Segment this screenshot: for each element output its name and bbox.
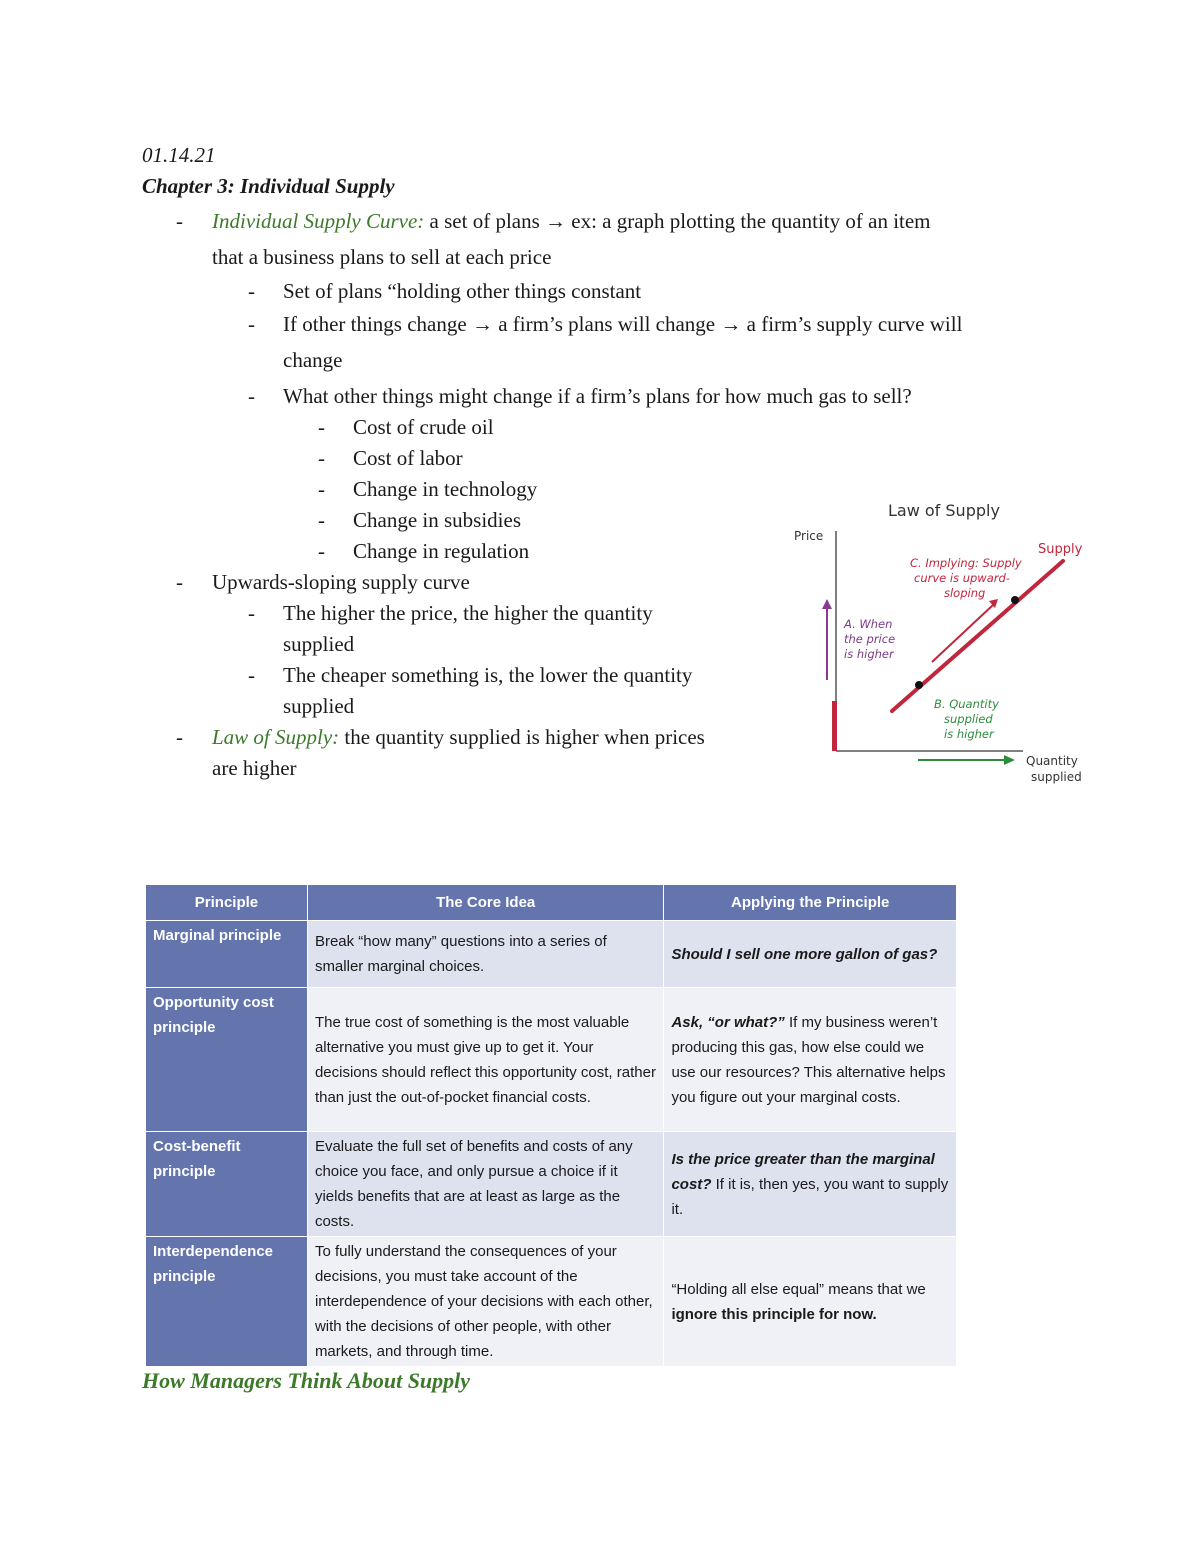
label-a-line2: the price <box>844 632 896 646</box>
core-idea: Evaluate the full set of benefits and costs of any choice you face, and only pursue a choice if it yields benefits that are at least as large as the costs. <box>307 1132 664 1237</box>
label-a-line3: is higher <box>844 647 894 661</box>
core-idea: The true cost of something is the most valuable alternative you must give up to get it. Your decisions should reflect this opportunity cost, rather than just the out-of-pocket financial costs. <box>307 988 664 1132</box>
bullet-dash: - <box>248 384 255 408</box>
bullet-text: the quantity supplied is higher when prices <box>339 725 705 749</box>
point-low <box>915 681 923 689</box>
bullet-dash: - <box>318 477 325 501</box>
bullet-holding-constant: Set of plans “holding other things constant <box>283 279 642 303</box>
principle-name: Marginal principle <box>146 921 308 988</box>
chapter-heading: Chapter 3: Individual Supply <box>142 174 395 198</box>
factor-item: Change in subsidies <box>353 508 521 532</box>
applying <box>664 1132 957 1237</box>
point-high <box>1011 596 1019 604</box>
principle-name: Cost-benefit principle <box>146 1132 308 1237</box>
bullet-dash: - <box>318 508 325 532</box>
bullet-dash: - <box>248 279 255 303</box>
bullet-dash: - <box>318 539 325 563</box>
applying-text: If it is, then yes, you want to supply it. <box>671 1175 949 1218</box>
bullet-law-of-supply <box>212 724 705 750</box>
y-axis-label: Price <box>794 529 824 543</box>
applying <box>664 988 957 1132</box>
table-header-row <box>146 885 957 921</box>
section-heading: How Managers Think About Supply <box>142 1368 471 1393</box>
bullet-individual-supply-curve <box>212 208 931 234</box>
bullet-text-continued: that a business plans to sell at each price <box>212 245 552 269</box>
bullet-cheaper: The cheaper something is, the lower the quantity <box>283 663 693 687</box>
header-principle: Principle <box>146 885 308 921</box>
label-b-line2: supplied <box>944 712 993 726</box>
bullet-higher-price: The higher the price, the higher the quantity <box>283 601 653 625</box>
label-c-line1: C. Implying: Supply <box>910 556 1022 570</box>
bullet-text: a set of plans → ex: a graph plotting the quantity of an item <box>424 209 931 233</box>
label-a-line1: A. When <box>844 617 893 631</box>
bullet-dash: - <box>248 312 255 336</box>
bullet-dash: - <box>318 446 325 470</box>
factor-item: Change in regulation <box>353 539 530 563</box>
bullet-upward-sloping: Upwards-sloping supply curve <box>212 570 470 594</box>
principle-name: Interdependence principle <box>146 1237 308 1367</box>
applying-text: “Holding all else equal” means that we <box>671 1280 926 1298</box>
bullet-dash: - <box>318 415 325 439</box>
bullet-dash: - <box>248 663 255 687</box>
factor-item: Cost of labor <box>353 446 463 470</box>
applying-question: Should I sell one more gallon of gas? <box>671 945 938 963</box>
supply-label: Supply <box>1038 542 1083 557</box>
bullet-dash: - <box>176 209 183 233</box>
table-row <box>146 921 957 988</box>
note-date: 01.14.21 <box>142 143 216 167</box>
applying-question: Is the price greater than the marginal cost? <box>671 1150 935 1193</box>
bullet-what-other-things: What other things might change if a firm’s plans for how much gas to sell? <box>283 384 912 408</box>
bullet-dash: - <box>176 570 183 594</box>
x-axis-label-line1: Quantity <box>1026 754 1078 768</box>
label-b-line1: B. Quantity <box>934 697 999 711</box>
applying <box>664 1237 957 1367</box>
table-row <box>146 1132 957 1237</box>
applying-question: Ask, “or what?” <box>671 1013 785 1031</box>
principles-table <box>145 884 957 1367</box>
price-level-bar <box>832 701 837 751</box>
core-idea: To fully understand the consequences of your decisions, you must take account of the interdependence of your decisions with each other, with the decisions of other people, with other markets, and through time. <box>307 1237 664 1367</box>
bullet-other-things-change: If other things change → a firm’s plans will change → a firm’s supply curve will <box>283 312 963 336</box>
label-b-line3: is higher <box>944 727 994 741</box>
label-c-line3: sloping <box>944 586 986 600</box>
bullet-text-continued: change <box>283 348 343 372</box>
applying <box>664 921 957 988</box>
price-arrow-head <box>822 599 832 609</box>
header-applying: Applying the Principle <box>664 885 957 921</box>
bullet-text-continued: are higher <box>212 756 297 780</box>
term-law-of-supply: Law of Supply: <box>212 725 340 749</box>
core-idea: Break “how many” questions into a series of smaller marginal choices. <box>307 921 664 988</box>
x-axis-label-line2: supplied <box>1031 770 1082 784</box>
factor-item: Change in technology <box>353 477 538 501</box>
header-core-idea: The Core Idea <box>307 885 664 921</box>
term-individual-supply-curve: Individual Supply Curve: <box>212 209 425 233</box>
factor-item: Cost of crude oil <box>353 415 494 439</box>
label-c-line2: curve is upward- <box>914 571 1010 585</box>
bullet-dash: - <box>248 601 255 625</box>
quantity-arrow-head <box>1004 755 1015 765</box>
applying-emphasis: ignore this principle for now. <box>671 1305 877 1323</box>
table-row <box>146 1237 957 1367</box>
bullet-dash: - <box>176 725 183 749</box>
bullet-text-continued: supplied <box>283 632 355 656</box>
table-row <box>146 988 957 1132</box>
slope-arrow <box>932 605 993 662</box>
bullet-text-continued: supplied <box>283 694 355 718</box>
law-of-supply-figure <box>788 495 1088 795</box>
principle-name: Opportunity cost principle <box>146 988 308 1132</box>
applying-text: If my business weren’t producing this gas, how else could we use our resources? This alternative helps you figure out your marginal costs. <box>671 1013 946 1106</box>
figure-title: Law of Supply <box>888 501 1000 520</box>
